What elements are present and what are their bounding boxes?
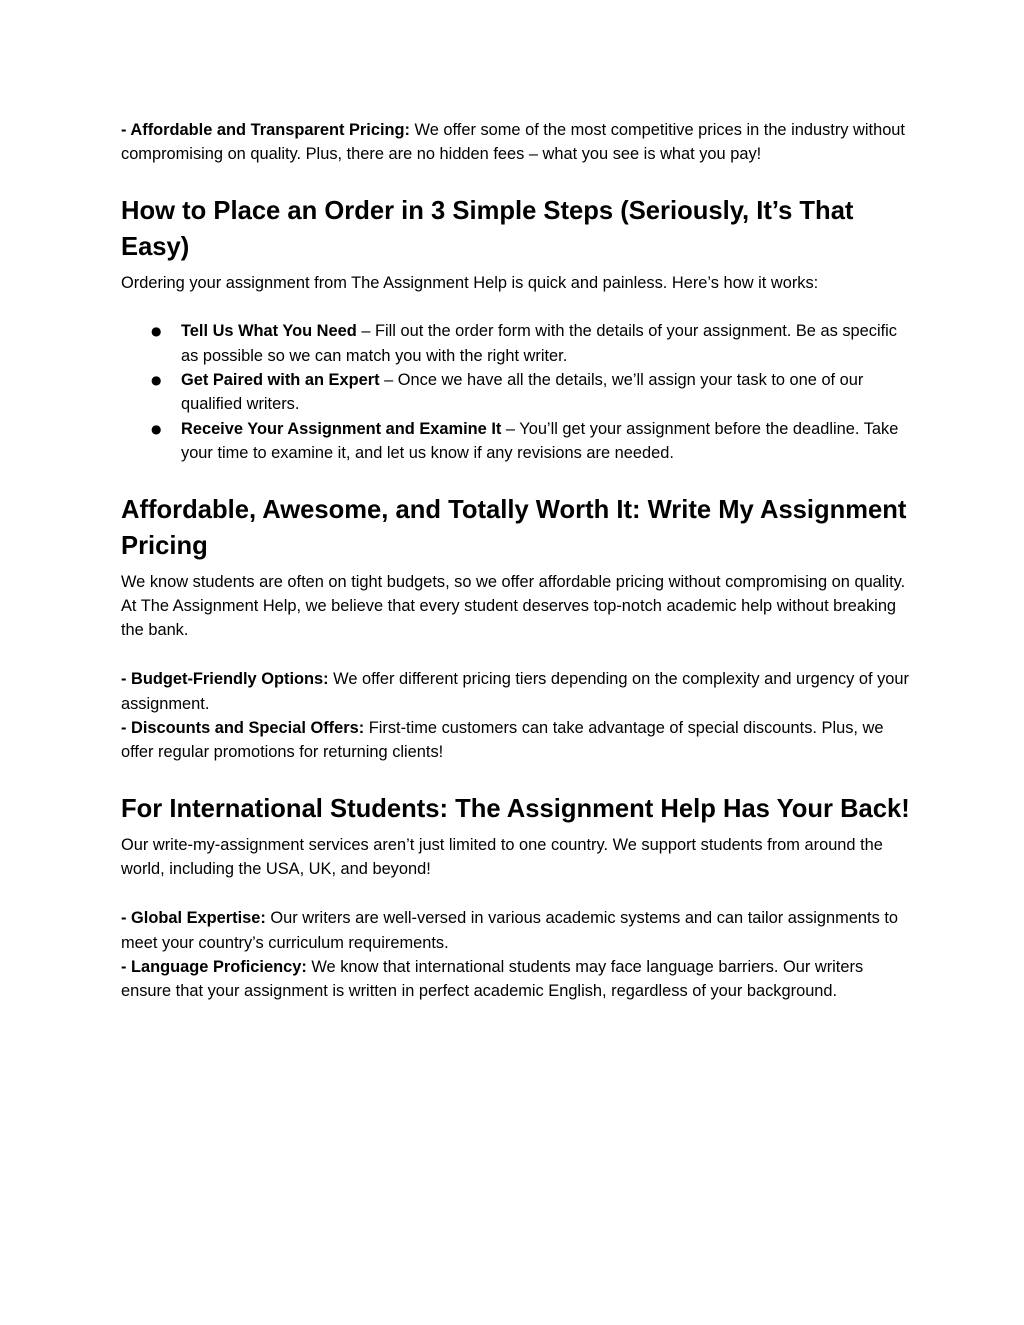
point-label: - Language Proficiency:: [121, 957, 307, 976]
steps-list: [121, 319, 911, 465]
step-text: – Fill out the order form with the details of your assignment. Be as specific as possible so we can match you with the right writer.: [181, 322, 897, 365]
step-text: – Once we have all the details, we’ll assign your task to one of our qualified writers.: [181, 371, 864, 414]
bullet-icon: ●: [151, 324, 162, 339]
point-label: - Global Expertise:: [121, 909, 266, 928]
steps-intro: Ordering your assignment from The Assignment Help is quick and painless. Here’s how it works:: [121, 273, 819, 292]
point-label: - Budget-Friendly Options:: [121, 670, 329, 689]
bullet-icon: ●: [151, 373, 162, 388]
pricing-label: - Affordable and Transparent Pricing:: [121, 121, 410, 139]
list-item: [121, 417, 911, 466]
international-point: [121, 906, 911, 955]
spacer: [121, 643, 911, 667]
pricing-heading: Affordable, Awesome, and Totally Worth It: Write My Assignment Pricing: [121, 495, 907, 560]
pricing-point: [121, 716, 911, 765]
document-page: [121, 118, 911, 1004]
list-item: [121, 319, 911, 368]
bullet-icon: ●: [151, 421, 162, 436]
international-intro: Our write-my-assignment services aren’t just limited to one country. We support students from around the world, including the USA, UK, and beyond!: [121, 835, 883, 879]
step-label: Get Paired with an Expert: [181, 371, 380, 390]
point-text: We offer different pricing tiers depending on the complexity and urgency of your assignment.: [121, 670, 909, 713]
spacer: [121, 882, 911, 906]
international-heading: For International Students: The Assignment Help Has Your Back!: [121, 794, 910, 823]
step-label: Tell Us What You Need: [181, 322, 357, 341]
point-label: - Discounts and Special Offers:: [121, 719, 365, 738]
step-text: – You’ll get your assignment before the deadline. Take your time to examine it, and let us know if any revisions are needed.: [181, 419, 899, 463]
point-text: We know that international students may face language barriers. Our writers ensure that your assignment is written in perfect academic English, regardless of your background.: [121, 957, 864, 1001]
step-label: Receive Your Assignment and Examine It: [181, 419, 502, 438]
pricing-intro: We know students are often on tight budgets, so we offer affordable pricing without compromising on quality. At The Assignment Help, we believe that every student deserves top-notch academic help without breaking the bank.: [121, 572, 906, 640]
pricing-text: We offer some of the most competitive prices in the industry without compromising on quality. Plus, there are no hidden fees – what you see is what you pay!: [121, 121, 905, 164]
pricing-point: [121, 667, 911, 716]
point-text: First-time customers can take advantage of special discounts. Plus, we offer regular promotions for returning clients!: [121, 719, 884, 762]
steps-heading: How to Place an Order in 3 Simple Steps (Seriously, It’s That Easy): [121, 196, 854, 261]
international-point: [121, 955, 911, 1004]
pricing-paragraph: [121, 118, 911, 167]
point-text: Our writers are well-versed in various academic systems and can tailor assignments to meet your country’s curriculum requirements.: [121, 909, 899, 952]
list-item: [121, 368, 911, 417]
